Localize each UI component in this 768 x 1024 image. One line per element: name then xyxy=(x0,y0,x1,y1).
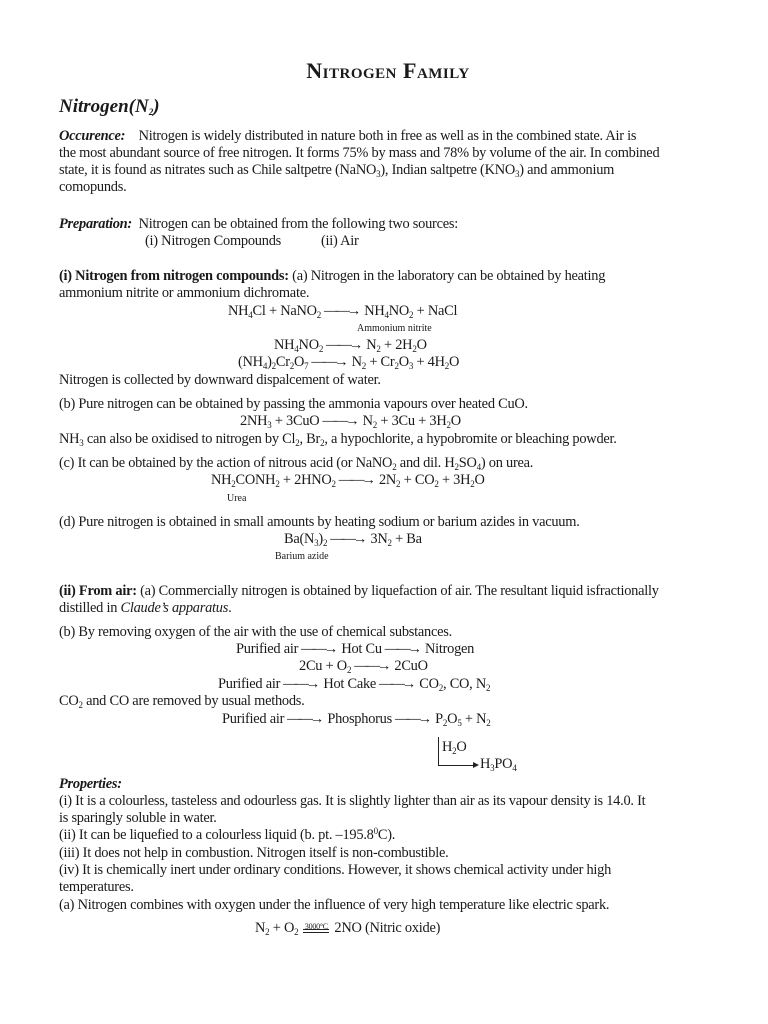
formula-text: SO xyxy=(458,455,477,471)
subscript: 2 xyxy=(294,927,299,937)
formula-text: + 3CuO xyxy=(271,413,320,429)
property-2 xyxy=(59,827,717,844)
equation-rhs xyxy=(379,472,485,488)
formula-text: + N xyxy=(461,711,487,727)
subscript: 3 xyxy=(79,438,84,448)
subscript: 2 xyxy=(295,438,300,448)
flow-3 xyxy=(222,711,491,728)
flow-2 xyxy=(218,676,490,693)
branch-arrowhead-icon xyxy=(473,762,479,768)
flow-2-start: Purified air xyxy=(218,676,281,692)
formula-text: and CO are removed by usual methods. xyxy=(82,693,305,709)
formula-text: NH xyxy=(59,431,80,447)
formula-text: O xyxy=(456,739,467,755)
formula-text: N xyxy=(351,354,362,370)
equation-5-note: Urea xyxy=(227,493,247,504)
subscript: 3 xyxy=(408,361,414,371)
formula-text: ) xyxy=(318,531,323,547)
subscript: 4 xyxy=(476,462,481,472)
subscript: 2 xyxy=(265,927,270,937)
formula-text: O xyxy=(398,354,409,370)
equation-6 xyxy=(284,531,422,548)
arrow-icon: ——→ xyxy=(301,641,336,657)
subscript: 2 xyxy=(470,479,475,489)
subscript: 2 xyxy=(78,700,83,710)
formula-text: N xyxy=(255,920,266,936)
formula-text: + Ba xyxy=(391,531,422,547)
formula-text: ) on urea. xyxy=(480,455,534,471)
preparation-sources xyxy=(59,233,768,250)
subscript: 2 xyxy=(454,462,459,472)
formula-text: NH xyxy=(364,303,385,319)
subscript: 4 xyxy=(262,361,268,371)
subscript: 2 xyxy=(452,746,457,756)
equation-lhs xyxy=(228,303,321,319)
equation-lhs xyxy=(284,531,327,547)
from-air-text-a2: distilled in xyxy=(59,600,121,616)
flow-1-end: Nitrogen xyxy=(424,641,475,657)
flow-2-end xyxy=(419,676,490,692)
formula-text: O xyxy=(416,337,427,353)
subscript: 2 xyxy=(316,310,322,320)
subscript: 2 xyxy=(318,344,324,354)
equation-8-rhs: 2NO (Nitric oxide) xyxy=(334,920,441,936)
flow-2-mid: Hot Cake xyxy=(323,676,377,692)
occurrence-line-4: comopunds. xyxy=(59,179,127,195)
flow-3-end xyxy=(435,711,490,727)
formula-text: + Cr xyxy=(366,354,395,370)
formula-text: O xyxy=(447,711,458,727)
arrow-icon: ——→ xyxy=(384,641,419,657)
formula-text: , CO, N xyxy=(443,676,487,692)
arrow-icon: ——→ xyxy=(324,303,359,319)
formula-text: + 2HNO xyxy=(279,472,332,488)
subscript: 2 xyxy=(486,718,491,728)
subscript: 2 xyxy=(322,538,328,548)
subscript: 2 xyxy=(409,310,414,320)
formula-text: , Br xyxy=(299,431,321,447)
subscript: 2 xyxy=(372,420,378,430)
from-air-label: (ii) From air: xyxy=(59,583,137,599)
subscript: 2 xyxy=(231,479,236,489)
occurrence-line-3 xyxy=(59,162,717,179)
formula-text: , a hypochlorite, a hypobromite or bleaching powder. xyxy=(324,431,617,447)
arrow-icon: ——→ xyxy=(287,711,322,727)
subscript: 2 xyxy=(442,718,448,728)
collected-text: Nitrogen is collected by downward dispalcement of water. xyxy=(59,372,381,388)
equation-lhs xyxy=(299,658,351,674)
formula-text: NH xyxy=(274,337,295,353)
equation-rhs xyxy=(394,658,427,674)
subscript: 2 xyxy=(361,361,366,371)
subscript: 4 xyxy=(294,344,299,354)
subscript: 2 xyxy=(446,420,451,430)
formula-text: NH xyxy=(228,303,249,319)
compounds-text-a1: (a) Nitrogen in the laboratory can be obtained by heating xyxy=(292,268,606,284)
arrow-icon: ——→ xyxy=(322,413,357,429)
formula-text: 2N xyxy=(378,472,397,488)
occ-sub: 3 xyxy=(376,169,381,179)
formula-text: 2NH xyxy=(240,413,268,429)
nh3-oxidation-line xyxy=(59,431,717,448)
formula-text: P xyxy=(435,711,443,727)
subscript: 2 xyxy=(486,683,491,693)
from-air-line-2 xyxy=(59,600,717,617)
property-4-line-1: (iv) It is chemically inert under ordinary conditions. However, it shows chemical activity under high xyxy=(59,862,612,878)
occ-text: ) and ammonium xyxy=(519,162,615,178)
formula-text: + CO xyxy=(400,472,435,488)
source-2: (ii) Air xyxy=(321,233,359,249)
occurrence-line-1: Nitrogen is widely distributed in nature both in free as well as in the combined state. Air is xyxy=(138,128,637,144)
arrow-icon: ——→ xyxy=(394,711,430,727)
property-4-line-2: temperatures. xyxy=(59,879,134,895)
equation-lhs xyxy=(240,413,319,429)
formula-text: + 4H xyxy=(413,354,445,370)
properties-heading: Properties: xyxy=(59,776,122,792)
formula-text: + NaCl xyxy=(413,303,458,319)
formula-text: 2CuO xyxy=(394,658,428,674)
claudes-apparatus: Claude’s apparatus xyxy=(120,600,229,616)
arrow-icon: ——→ xyxy=(338,472,373,488)
heading-text: Nitrogen(N xyxy=(59,96,149,117)
equation-rhs xyxy=(364,303,457,319)
subscript: 2 xyxy=(412,344,417,354)
flow-1-mid: Hot Cu xyxy=(341,641,382,657)
subscript: 2 xyxy=(396,479,401,489)
section-heading-nitrogen xyxy=(59,96,160,118)
equation-8 xyxy=(255,920,440,937)
formula-text: ) xyxy=(267,354,272,370)
method-b-text: (b) Pure nitrogen can be obtained by passing the ammonia vapours over heated CuO. xyxy=(59,396,528,412)
branch-product xyxy=(480,756,517,773)
subscript: 7 xyxy=(304,361,309,371)
equilibrium-arrow-icon xyxy=(301,920,331,937)
property-3: (iii) It does not help in combustion. Nitrogen itself is non-combustible. xyxy=(59,845,449,861)
subscript: 2 xyxy=(331,479,336,489)
formula-text: + 2H xyxy=(380,337,413,353)
from-air-method-b: (b) By removing oxygen of the air with the use of chemical substances. xyxy=(59,624,452,640)
formula-text: NO xyxy=(298,337,319,353)
equation-rhs xyxy=(363,413,461,429)
subscript: 4 xyxy=(384,310,389,320)
flow-1-start: Purified air xyxy=(236,641,299,657)
compounds-intro-line-2: ammonium nitrite or ammonium dichromate. xyxy=(59,285,310,301)
formula-text: NO xyxy=(388,303,410,319)
preparation-text: Nitrogen can be obtained from the following two sources: xyxy=(138,216,458,232)
equation-rhs xyxy=(366,337,426,353)
equation-lhs xyxy=(274,337,323,353)
occ-sub: 3 xyxy=(515,169,520,179)
equation-3 xyxy=(238,354,459,371)
equation-6-note: Barium azide xyxy=(275,551,329,562)
formula-text: O xyxy=(474,472,485,488)
subscript: 2 xyxy=(444,361,450,371)
formula-text: H xyxy=(480,756,491,772)
subscript: 2 xyxy=(438,683,443,693)
arrow-icon: ——→ xyxy=(283,676,318,692)
formula-text: Ba(N xyxy=(284,531,315,547)
occurrence-line-2: the most abundant source of free nitrogen. It forms 75% by mass and 78% by volume of the air. In combined xyxy=(59,145,660,161)
occurrence-label: Occurence: xyxy=(59,128,126,144)
formula-text: CO xyxy=(419,676,439,692)
formula-text: 2Cu + O xyxy=(299,658,347,674)
equation-1-note: Ammonium nitrite xyxy=(357,323,432,334)
branch-reagent xyxy=(442,739,467,756)
formula-text: (NH xyxy=(238,354,263,370)
method-d-text: (d) Pure nitrogen is obtained in small amounts by heating sodium or barium azides in vacuum. xyxy=(59,514,580,530)
arrow-icon: ——→ xyxy=(311,354,346,370)
flow-3-mid: Phosphorus xyxy=(327,711,392,727)
property-1-line-2: is sparingly soluble in water. xyxy=(59,810,217,826)
from-air-text-end: . xyxy=(228,600,232,616)
degree-sup: 0 xyxy=(373,826,378,836)
heading-close: ) xyxy=(153,96,160,117)
formula-text: + 3H xyxy=(438,472,471,488)
formula-text: (c) It can be obtained by the action of nitrous acid (or NaNO xyxy=(59,455,393,471)
equation-8-lhs xyxy=(255,920,298,936)
formula-text: CO xyxy=(59,693,79,709)
formula-text: Cr xyxy=(275,354,290,370)
subscript: 4 xyxy=(512,763,517,773)
arrow-icon: ——→ xyxy=(330,531,365,547)
formula-text: 3N xyxy=(370,531,388,547)
subscript: 2 xyxy=(387,538,392,548)
equation-7 xyxy=(299,658,428,675)
subscript: 2 xyxy=(275,479,280,489)
subscript: 3 xyxy=(490,763,495,773)
subscript: 3 xyxy=(267,420,272,430)
formula-text: N xyxy=(362,413,373,429)
subscript: 3 xyxy=(314,538,319,548)
equation-2 xyxy=(274,337,427,354)
formula-text: CONH xyxy=(235,472,276,488)
formula-text: O xyxy=(450,413,461,429)
preparation-label: Preparation: xyxy=(59,216,132,232)
method-c-text xyxy=(59,455,717,472)
formula-text: O xyxy=(294,354,305,370)
arrow-icon: ——→ xyxy=(354,658,389,674)
subscript: 2 xyxy=(392,462,397,472)
from-air-line-1 xyxy=(59,583,717,600)
occ-text: state, it is found as nitrates such as Chile saltpetre (NaNO xyxy=(59,162,377,178)
flow-1 xyxy=(236,641,474,658)
equation-8-condition: 3000°C xyxy=(304,922,328,931)
formula-text: O xyxy=(449,354,460,370)
property-1-line-1: (i) It is a colourless, tasteless and odourless gas. It is slightly lighter than air as its vapour density is 14.0. It xyxy=(59,793,646,809)
compounds-label: (i) Nitrogen from nitrogen compounds: xyxy=(59,268,289,284)
formula-text: + O xyxy=(269,920,295,936)
flow-3-start: Purified air xyxy=(222,711,285,727)
formula-text: + 3Cu + 3H xyxy=(377,413,447,429)
source-1: (i) Nitrogen Compounds xyxy=(145,233,281,249)
equation-rhs xyxy=(352,354,460,370)
preparation-line xyxy=(59,216,717,233)
subscript: 2 xyxy=(289,361,295,371)
heading-subscript: 2 xyxy=(148,107,154,117)
page-title: Nitrogen Family xyxy=(306,58,470,83)
formula-text: Cl + NaNO xyxy=(252,303,317,319)
occurrence-paragraph xyxy=(59,128,717,196)
property-2-text: (ii) It can be liquefied to a colourless liquid (b. pt. –195.8 xyxy=(59,827,374,843)
formula-text: N xyxy=(366,337,377,353)
subscript: 2 xyxy=(320,438,325,448)
arrow-icon: ——→ xyxy=(326,337,361,353)
equation-5 xyxy=(211,472,485,489)
removed-line xyxy=(59,693,717,710)
arrow-icon: ——→ xyxy=(379,676,414,692)
occ-text: ), Indian saltpetre (KNO xyxy=(380,162,516,178)
subscript: 2 xyxy=(376,344,381,354)
from-air-text-a1: (a) Commercially nitrogen is obtained by liquefaction of air. The resultant liquid isfractionally xyxy=(140,583,659,599)
formula-text: can also be oxidised to nitrogen by Cl xyxy=(83,431,296,447)
compounds-intro-line-1 xyxy=(59,268,717,285)
property-5: (a) Nitrogen combines with oxygen under the influence of very high temperature like electric spark. xyxy=(59,897,610,913)
property-2-end: C). xyxy=(377,827,396,843)
formula-text: H xyxy=(442,739,453,755)
equation-lhs xyxy=(211,472,336,488)
equation-rhs xyxy=(370,531,421,547)
equation-lhs xyxy=(238,354,308,370)
formula-text: PO xyxy=(494,756,513,772)
formula-text: and dil. H xyxy=(396,455,455,471)
subscript: 2 xyxy=(271,361,276,371)
formula-text: NH xyxy=(211,472,232,488)
subscript: 2 xyxy=(394,361,399,371)
subscript: 2 xyxy=(434,479,439,489)
equation-4 xyxy=(240,413,461,430)
subscript: 4 xyxy=(248,310,253,320)
subscript: 2 xyxy=(346,665,352,675)
equation-1 xyxy=(228,303,457,320)
subscript: 5 xyxy=(457,718,462,728)
